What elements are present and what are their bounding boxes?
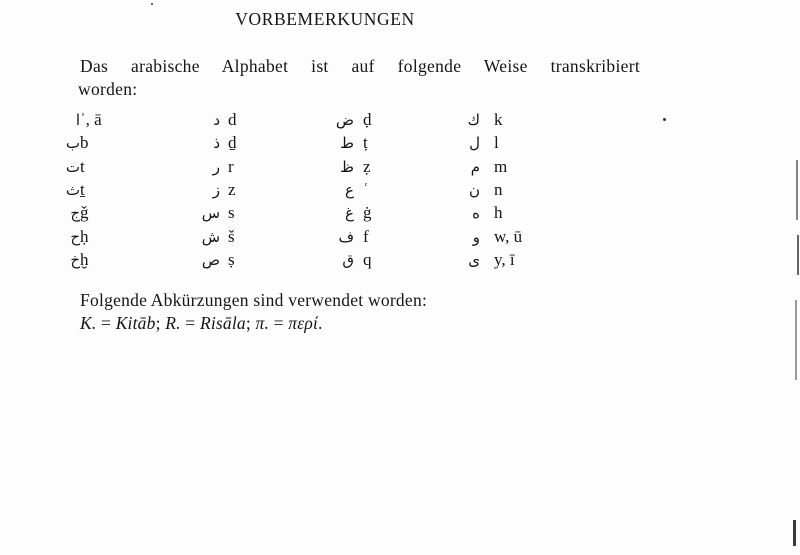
transliteration: ṯ xyxy=(80,179,85,199)
arabic-letter: ظ xyxy=(340,157,354,176)
arabic-letter: ع xyxy=(345,180,354,199)
transliteration: b xyxy=(80,133,89,153)
equals-sign: = xyxy=(269,313,289,333)
page-heading: VORBEMERKUNGEN xyxy=(235,9,415,29)
separator: ; xyxy=(245,313,256,333)
arabic-letter: ا xyxy=(75,111,80,129)
transliteration: s xyxy=(228,203,235,223)
arabic-letter: ط xyxy=(340,134,354,153)
transliteration: ẓ xyxy=(363,156,371,176)
transliteration: ʿ xyxy=(363,179,369,199)
scan-speck xyxy=(663,118,666,121)
abbr-pi: π. xyxy=(255,313,270,333)
transliteration: d xyxy=(228,110,237,129)
arabic-letter: غ xyxy=(345,204,354,223)
transliteration: ḫ xyxy=(80,249,89,269)
transliteration: m xyxy=(494,156,508,176)
transliteration: l xyxy=(494,133,499,153)
arabic-letter: ى xyxy=(468,250,480,269)
abbreviations-list xyxy=(80,313,323,334)
abbr-r: R. xyxy=(165,313,181,333)
scan-edge-mark xyxy=(795,300,797,380)
arabic-letter: ه xyxy=(472,204,480,223)
transliteration: ġ xyxy=(363,203,372,223)
arabic-letter: ص xyxy=(201,250,220,269)
alphabet-row xyxy=(0,203,640,225)
transliteration: q xyxy=(363,249,372,269)
scan-edge-mark xyxy=(796,160,798,220)
transliteration: ṭ xyxy=(363,133,368,153)
arabic-letter: ح xyxy=(70,227,80,246)
arabic-letter: ق xyxy=(342,250,354,269)
arabic-letter: س xyxy=(201,204,220,223)
scan-edge-mark xyxy=(797,235,799,275)
intro-line-1: Das arabische Alphabet ist auf folgende Weise transkribiert xyxy=(80,56,640,76)
alphabet-row xyxy=(0,110,640,132)
transliteration: ǧ xyxy=(80,203,89,223)
arabic-letter: ل xyxy=(469,134,480,153)
abbr-risala: Risāla xyxy=(199,313,246,333)
separator: ; xyxy=(155,313,166,333)
transliteration: w, ū xyxy=(494,226,523,246)
transliteration: ḏ xyxy=(228,133,237,153)
arabic-letter: ز xyxy=(212,180,220,199)
transliteration: ḥ xyxy=(80,226,89,246)
abbr-peri: περί xyxy=(288,313,319,333)
arabic-letter: ب xyxy=(65,134,80,153)
transliteration: f xyxy=(363,226,369,246)
alphabet-row xyxy=(0,227,640,249)
alphabet-row xyxy=(0,180,640,202)
transliteration: ḍ xyxy=(363,110,372,129)
arabic-letter: ك xyxy=(467,111,480,129)
arabic-letter: ث xyxy=(65,180,80,199)
scan-edge-mark xyxy=(793,520,796,546)
transliteration: ṣ xyxy=(228,249,235,269)
arabic-letter: ف xyxy=(338,227,354,246)
transliteration: y, ī xyxy=(494,249,515,269)
arabic-letter: د xyxy=(213,111,220,129)
alphabet-row xyxy=(0,133,640,155)
transliteration: n xyxy=(494,179,503,199)
arabic-letter: ج xyxy=(70,204,80,223)
transliteration: k xyxy=(494,110,503,129)
transliteration: r xyxy=(228,156,234,176)
arabic-letter: ذ xyxy=(213,134,220,153)
transliteration: z xyxy=(228,179,236,199)
scan-speck xyxy=(151,3,153,5)
arabic-letter: ت xyxy=(65,157,80,176)
arabic-letter: ض xyxy=(335,111,354,129)
arabic-letter: ن xyxy=(468,180,480,199)
intro-line-2: worden: xyxy=(78,79,138,99)
arabic-letter: م xyxy=(470,157,480,176)
arabic-letter: ر xyxy=(212,157,220,176)
abbr-kitab: Kitāb xyxy=(115,313,156,333)
alphabet-row xyxy=(0,250,640,272)
arabic-letter: خ xyxy=(70,250,80,269)
arabic-letter: و xyxy=(472,227,480,246)
transliteration: š xyxy=(228,226,235,246)
equals-sign: = xyxy=(180,313,200,333)
transliteration: h xyxy=(494,203,503,223)
abbreviations-intro: Folgende Abkürzungen sind verwendet worden: xyxy=(80,290,428,310)
arabic-letter: ش xyxy=(201,227,220,246)
alphabet-row xyxy=(0,157,640,179)
transliteration: ʾ, ā xyxy=(80,110,102,129)
transliteration: t xyxy=(80,156,85,176)
abbr-k: K. xyxy=(80,313,97,333)
final-period: . xyxy=(318,313,323,333)
intro-paragraph xyxy=(80,55,640,101)
equals-sign: = xyxy=(96,313,116,333)
